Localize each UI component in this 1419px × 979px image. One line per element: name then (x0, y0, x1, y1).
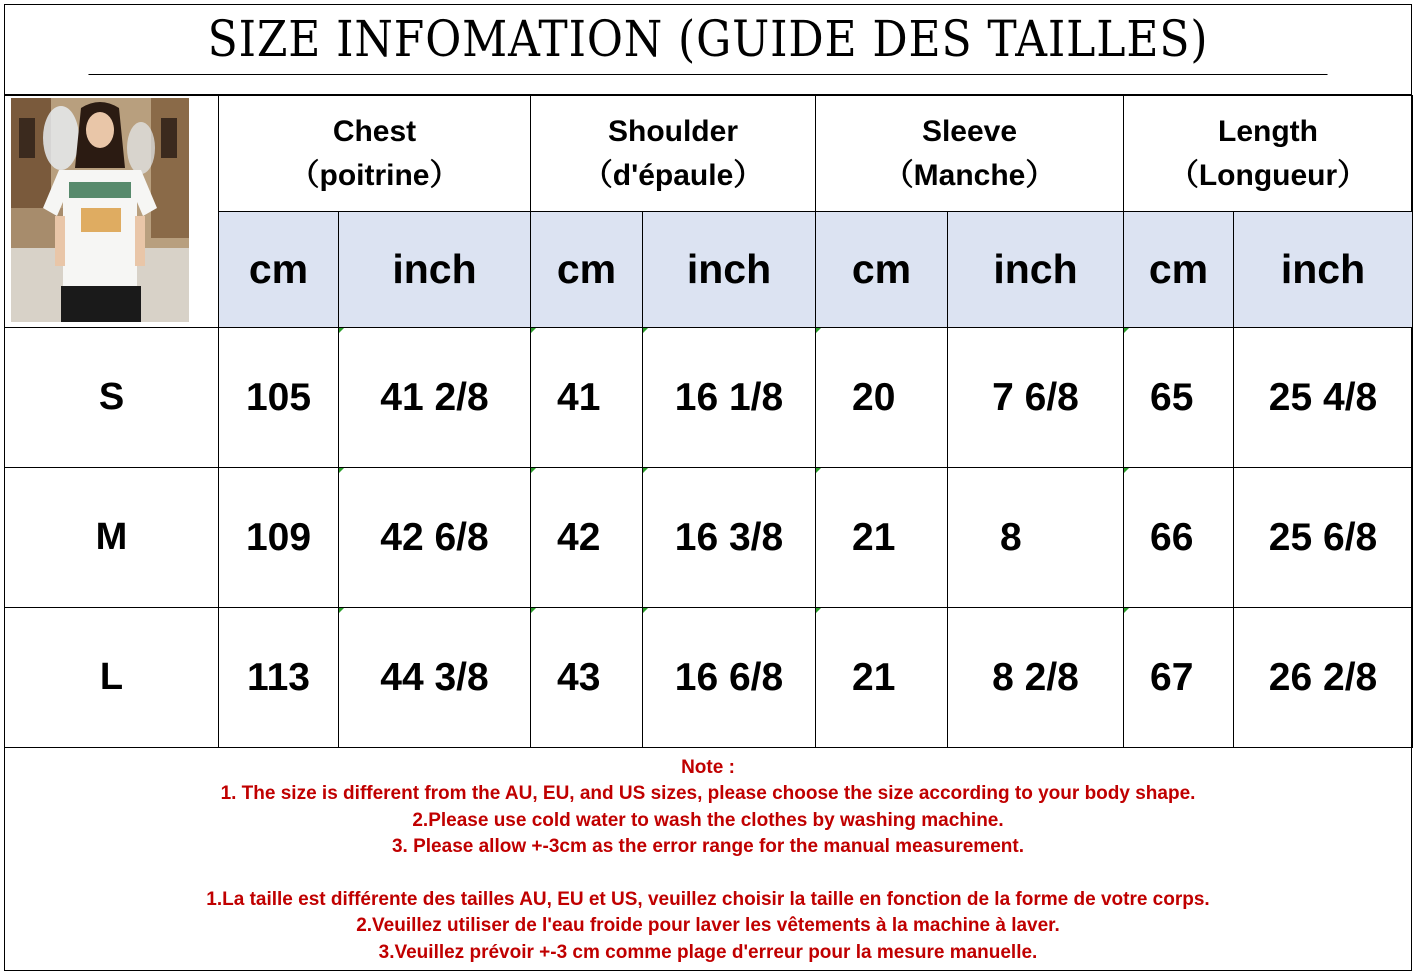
page-title: SIZE INFOMATION (GUIDE DES TAILLES) (88, 4, 1327, 75)
header-length (1124, 96, 1413, 212)
header-shoulder-fr: （d'épaule） (582, 158, 764, 192)
unit-length-cm: cm (1124, 212, 1234, 328)
header-sleeve (816, 96, 1124, 212)
length-cm: 66 (1124, 468, 1234, 608)
table-row (5, 328, 1413, 468)
shoulder-cm: 43 (531, 608, 643, 748)
sleeve-cm: 20 (816, 328, 948, 468)
header-shoulder (531, 96, 816, 212)
chest-cm: 109 (219, 468, 339, 608)
header-length-en: Length (1218, 114, 1318, 148)
header-chest-en: Chest (332, 114, 417, 148)
note-en-3: 3. Please allow +-3cm as the error range for the manual measurement. (391, 836, 1024, 858)
chest-cm: 105 (219, 328, 339, 468)
size-table (4, 95, 1413, 748)
unit-shoulder-inch: inch (643, 212, 816, 328)
chest-inch: 41 2/8 (339, 328, 531, 468)
length-inch: 25 4/8 (1234, 328, 1413, 468)
unit-shoulder-cm: cm (531, 212, 643, 328)
chest-inch: 42 6/8 (339, 468, 531, 608)
table-row (5, 608, 1413, 748)
note-en-1: 1. The size is different from the AU, EU, and US sizes, please choose the size according to your body shape. (220, 783, 1196, 805)
sleeve-inch: 8 2/8 (948, 608, 1124, 748)
notes-section (4, 747, 1412, 971)
shoulder-inch: 16 3/8 (643, 468, 816, 608)
note-heading: Note : (681, 757, 735, 778)
size-label: L (5, 608, 219, 748)
length-inch: 25 6/8 (1234, 468, 1413, 608)
chest-cm: 113 (219, 608, 339, 748)
header-chest-fr: （poitrine） (289, 158, 460, 192)
note-en-2: 2.Please use cold water to wash the clothes by washing machine. (412, 809, 1004, 831)
sleeve-cm: 21 (816, 468, 948, 608)
spacer-row (4, 75, 1412, 95)
header-length-fr: （Longueur） (1168, 158, 1368, 192)
note-fr-3: 3.Veuillez prévoir +-3 cm comme plage d'erreur pour la mesure manuelle. (378, 941, 1038, 963)
unit-sleeve-inch: inch (948, 212, 1124, 328)
unit-sleeve-cm: cm (816, 212, 948, 328)
shoulder-inch: 16 1/8 (643, 328, 816, 468)
length-cm: 65 (1124, 328, 1234, 468)
header-shoulder-en: Shoulder (607, 114, 738, 148)
note-fr-2: 2.Veuillez utiliser de l'eau froide pour laver les vêtements à la machine à laver. (356, 915, 1060, 937)
length-cm: 67 (1124, 608, 1234, 748)
model-photo (11, 98, 189, 322)
size-label: S (5, 328, 219, 468)
photo-cell (5, 96, 219, 328)
shoulder-inch: 16 6/8 (643, 608, 816, 748)
unit-length-inch: inch (1234, 212, 1413, 328)
note-fr-1: 1.La taille est différente des tailles AU, EU et US, veuillez choisir la taille en fonction de la forme de votre corps. (206, 888, 1210, 910)
sleeve-inch: 7 6/8 (948, 328, 1124, 468)
header-sleeve-fr: （Manche） (883, 158, 1056, 192)
unit-chest-cm: cm (219, 212, 339, 328)
table-row (5, 468, 1413, 608)
length-inch: 26 2/8 (1234, 608, 1413, 748)
sleeve-inch: 8 (948, 468, 1124, 608)
shoulder-cm: 42 (531, 468, 643, 608)
model-photo-icon (11, 98, 189, 322)
shoulder-cm: 41 (531, 328, 643, 468)
sleeve-cm: 21 (816, 608, 948, 748)
header-chest (219, 96, 531, 212)
size-label: M (5, 468, 219, 608)
note-gap (4, 861, 1412, 887)
header-sleeve-en: Sleeve (921, 114, 1018, 148)
unit-chest-inch: inch (339, 212, 531, 328)
chest-inch: 44 3/8 (339, 608, 531, 748)
